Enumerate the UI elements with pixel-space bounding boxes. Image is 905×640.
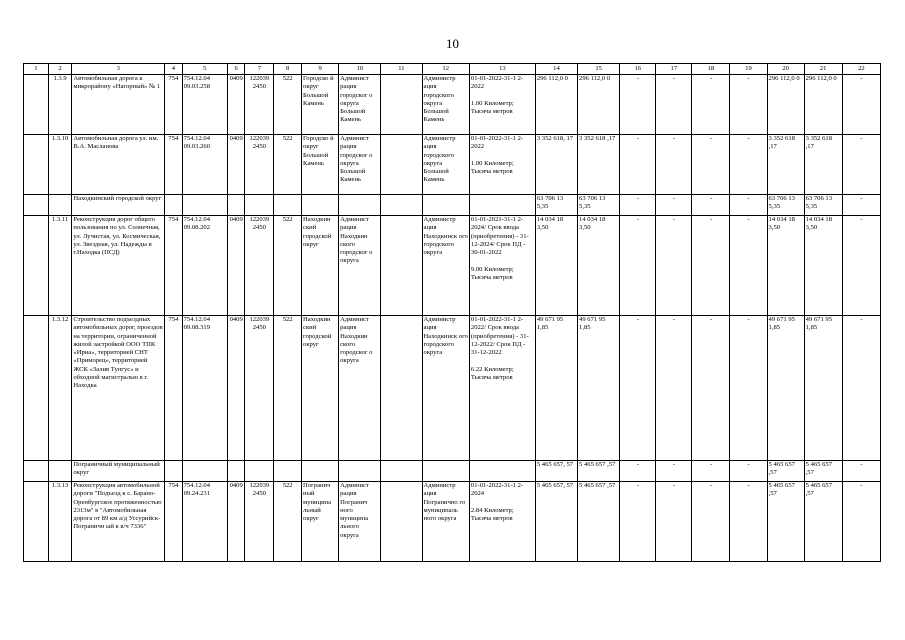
table-cell: - — [730, 216, 767, 316]
table-cell: 3 352 618, 17 — [535, 135, 577, 195]
table-cell: 754 — [165, 216, 183, 316]
header-cell: 2 — [48, 64, 72, 75]
table-cell — [24, 75, 49, 135]
table-cell — [182, 461, 227, 482]
table-cell — [24, 461, 49, 482]
table-cell: 5 465 657 ,57 — [767, 482, 804, 562]
header-cell: 11 — [381, 64, 422, 75]
table-cell — [381, 216, 422, 316]
table-cell: 1.3.11 — [48, 216, 72, 316]
table-cell — [381, 135, 422, 195]
table-cell: 5 465 657, 57 — [535, 461, 577, 482]
budget-table — [23, 63, 881, 562]
header-cell: 14 — [535, 64, 577, 75]
table-cell — [48, 461, 72, 482]
table-row — [24, 316, 881, 461]
table-cell: 754 — [165, 135, 183, 195]
table-cell: Администр ация Находкинск ого городского округа — [422, 316, 469, 461]
table-cell: 122039 2450 — [245, 316, 274, 461]
table-cell: - — [842, 216, 880, 316]
table-cell: 63 706 13 5,35 — [767, 195, 804, 216]
table-cell — [274, 461, 302, 482]
table-cell: 754.12.04 09.03.260 — [182, 135, 227, 195]
table-cell: - — [692, 482, 730, 562]
table-row — [24, 216, 881, 316]
table-cell: 754.12.04 09.24.231 — [182, 482, 227, 562]
table-cell: - — [620, 316, 656, 461]
table-cell: 49 671 95 1,85 — [578, 316, 620, 461]
table-cell — [24, 316, 49, 461]
table-cell: Админист рация городског о округа Большой Камень — [339, 75, 381, 135]
table-cell: 01-01-2021-31-1 2-2024/ Срок ввода (приобретения) - 31-12-2024/ Срок ПД - 30-01-2022 9.00 Километр; Тысяча метров — [469, 216, 535, 316]
header-cell: 13 — [469, 64, 535, 75]
table-cell: Реконструкция автомобильной дороги "Подъезд к с. Барано-Оренбургское протяженностью 2313м" в "Автомобильная дорога от 89 км а/д Уссурийск-Пограничн ый к в/ч 7336" — [72, 482, 165, 562]
header-cell: 3 — [72, 64, 165, 75]
header-cell: 4 — [165, 64, 183, 75]
table-cell: 0409 — [227, 75, 245, 135]
table-cell: Реконструкция дорог общего пользования по ул. Солнечная, ул. Лучистая, ул. Космическая, ул. Звездная, ул. Надежды в г.Находка (ПСД) — [72, 216, 165, 316]
header-cell: 18 — [692, 64, 730, 75]
header-cell: 6 — [227, 64, 245, 75]
table-cell: - — [692, 461, 730, 482]
header-cell: 8 — [274, 64, 302, 75]
table-cell — [469, 195, 535, 216]
table-row — [24, 195, 881, 216]
header-cell: 16 — [620, 64, 656, 75]
table-cell: - — [692, 195, 730, 216]
table-cell — [48, 195, 72, 216]
table-cell: 1.3.12 — [48, 316, 72, 461]
header-cell: 15 — [578, 64, 620, 75]
header-cell: 20 — [767, 64, 804, 75]
table-cell: 14 034 18 3,50 — [767, 216, 804, 316]
table-cell: 522 — [274, 75, 302, 135]
table-cell: Погранич ный муниципа льный округ — [302, 482, 339, 562]
table-cell — [302, 195, 339, 216]
table-cell: 3 352 618 ,17 — [578, 135, 620, 195]
table-cell: 296 112,0 0 — [535, 75, 577, 135]
table-cell: Находкин ский городской округ — [302, 316, 339, 461]
header-cell: 5 — [182, 64, 227, 75]
table-cell: - — [842, 316, 880, 461]
table-cell: 522 — [274, 482, 302, 562]
table-row — [24, 135, 881, 195]
table-cell: 49 671 95 1,85 — [535, 316, 577, 461]
table-cell: Автомобильная дорога к микрорайону «Нагорный» № 1 — [72, 75, 165, 135]
table-cell: - — [692, 216, 730, 316]
table-cell: Администр ация городского округа Большой Камень — [422, 75, 469, 135]
table-cell: 122039 2450 — [245, 75, 274, 135]
table-cell — [245, 195, 274, 216]
header-cell: 21 — [804, 64, 842, 75]
table-cell: 1.3.13 — [48, 482, 72, 562]
table-cell: 01-01-2022-31-1 2-2022 1.00 Километр; Тысяча метров — [469, 135, 535, 195]
table-cell — [165, 461, 183, 482]
table-cell: 63 706 13 5,35 — [578, 195, 620, 216]
table-cell: 0409 — [227, 316, 245, 461]
header-cell: 12 — [422, 64, 469, 75]
table-cell: - — [842, 482, 880, 562]
table-cell: 522 — [274, 135, 302, 195]
table-cell: 122039 2450 — [245, 216, 274, 316]
table-cell: 49 671 95 1,85 — [767, 316, 804, 461]
table-cell — [381, 461, 422, 482]
table-cell: 522 — [274, 316, 302, 461]
table-cell: Находкинский городской округ — [72, 195, 165, 216]
table-cell: 3 352 618 ,17 — [767, 135, 804, 195]
table-cell: 122039 2450 — [245, 482, 274, 562]
table-cell: - — [842, 135, 880, 195]
table-cell — [381, 316, 422, 461]
table-cell: 5 465 657 ,57 — [578, 461, 620, 482]
table-cell: - — [620, 75, 656, 135]
table-cell: - — [730, 135, 767, 195]
table-cell: 01-01-2022-31-1 2-2024 2.84 Километр; Тысяча метров — [469, 482, 535, 562]
table-cell — [381, 75, 422, 135]
table-cell: Автомобильная дорога ул. им. В.А. Масланова — [72, 135, 165, 195]
table-cell: 3 352 618 ,17 — [804, 135, 842, 195]
table-cell: - — [656, 216, 692, 316]
table-cell: - — [620, 216, 656, 316]
table-cell: 522 — [274, 216, 302, 316]
table-cell — [274, 195, 302, 216]
table-cell — [381, 482, 422, 562]
table-cell: - — [842, 75, 880, 135]
table-cell — [422, 195, 469, 216]
table-cell: - — [656, 75, 692, 135]
table-cell: 0409 — [227, 216, 245, 316]
header-row — [24, 64, 881, 75]
table-cell — [302, 461, 339, 482]
table-cell: 14 034 18 3,50 — [804, 216, 842, 316]
table-cell: Администр ация Погранично го муниципаль ного округа — [422, 482, 469, 562]
header-cell: 1 — [24, 64, 49, 75]
table-cell: Городско й округ Большой Камень — [302, 135, 339, 195]
table-cell: - — [842, 461, 880, 482]
table-cell: - — [692, 135, 730, 195]
table-cell: - — [730, 195, 767, 216]
table-cell: - — [730, 482, 767, 562]
table-cell: - — [730, 461, 767, 482]
table-cell: 754.12.04 09.03.258 — [182, 75, 227, 135]
table-cell — [227, 461, 245, 482]
table-cell: Админист рация Находкин ского городског о округа — [339, 216, 381, 316]
table-cell: 754 — [165, 316, 183, 461]
table-cell: 5 465 657 ,57 — [767, 461, 804, 482]
table-cell: - — [620, 482, 656, 562]
table-cell: - — [692, 316, 730, 461]
table-cell: Админист рация Погранич ного муниципа льного округа — [339, 482, 381, 562]
table-cell: - — [656, 316, 692, 461]
table-cell: 5 465 657, 57 — [535, 482, 577, 562]
table-cell: Городско й округ Большой Камень — [302, 75, 339, 135]
table-cell: - — [842, 195, 880, 216]
table-cell: 296 112,0 0 — [578, 75, 620, 135]
table-cell: - — [656, 461, 692, 482]
table-cell: - — [730, 316, 767, 461]
table-cell: Администр ация городского округа Большой Камень — [422, 135, 469, 195]
table-cell: 754.12.04 09.08.202 — [182, 216, 227, 316]
table-cell: 754 — [165, 482, 183, 562]
table-cell: 296 112,0 0 — [804, 75, 842, 135]
table-cell: 14 034 18 3,50 — [578, 216, 620, 316]
table-cell: 122039 2450 — [245, 135, 274, 195]
table-cell — [24, 482, 49, 562]
table-cell: 63 706 13 5,35 — [804, 195, 842, 216]
header-cell: 7 — [245, 64, 274, 75]
table-cell: 5 465 657 ,57 — [804, 482, 842, 562]
table-cell — [24, 195, 49, 216]
header-cell: 19 — [730, 64, 767, 75]
table-cell: 14 034 18 3,50 — [535, 216, 577, 316]
table-cell — [381, 195, 422, 216]
table-cell: - — [656, 195, 692, 216]
header-cell: 17 — [656, 64, 692, 75]
table-cell: 5 465 657 ,57 — [804, 461, 842, 482]
table-cell: 0409 — [227, 135, 245, 195]
table-cell — [245, 461, 274, 482]
table-cell — [165, 195, 183, 216]
table-cell: Находкин ский городской округ — [302, 216, 339, 316]
table-cell: 754 — [165, 75, 183, 135]
table-row — [24, 75, 881, 135]
table-cell: - — [620, 461, 656, 482]
table-cell: - — [692, 75, 730, 135]
table-cell — [469, 461, 535, 482]
table-row — [24, 461, 881, 482]
table-cell: 1.3.9 — [48, 75, 72, 135]
header-cell: 9 — [302, 64, 339, 75]
table-cell — [182, 195, 227, 216]
table-cell — [339, 195, 381, 216]
table-cell: - — [620, 195, 656, 216]
header-cell: 22 — [842, 64, 880, 75]
table-cell — [24, 216, 49, 316]
table-cell — [24, 135, 49, 195]
table-cell: 49 671 95 1,85 — [804, 316, 842, 461]
table-cell — [227, 195, 245, 216]
table-cell: Админист рация Находкин ского городског о округа — [339, 316, 381, 461]
page-number: 10 — [446, 36, 459, 51]
table-row — [24, 482, 881, 562]
table-cell: 5 465 657 ,57 — [578, 482, 620, 562]
table-cell: Пограничный муниципальный округ — [72, 461, 165, 482]
table-cell: 0409 — [227, 482, 245, 562]
table-cell: 754.12.04 09.08.319 — [182, 316, 227, 461]
table-cell: - — [620, 135, 656, 195]
table-cell — [339, 461, 381, 482]
table-cell: - — [656, 135, 692, 195]
table-cell: Администр ация Находкинск ого городского округа — [422, 216, 469, 316]
table-cell: Админист рация городског о округа Большой Камень — [339, 135, 381, 195]
table-cell: 296 112,0 0 — [767, 75, 804, 135]
header-cell: 10 — [339, 64, 381, 75]
table-cell: Строительство подъездных автомобильных дорог, проездов на территории, ограниченной жилой застройкой ООО ТПК «Ирна», территорией СНТ «Приморец», территорией ЖСК «Залив Тунгус» и обходной магистралью в г. Находка — [72, 316, 165, 461]
table-cell: - — [656, 482, 692, 562]
table-cell: - — [730, 75, 767, 135]
table-cell: 01-01-2022-31-1 2-2022/ Срок ввода (приобретения) - 31-12-2022/ Срок ПД - 31-12-2022 6.22 Километр; Тысяча метров — [469, 316, 535, 461]
table-cell: 01-01-2022-31-1 2-2022 1.00 Километр; Тысяча метров — [469, 75, 535, 135]
table-cell — [422, 461, 469, 482]
table-cell: 1.3.10 — [48, 135, 72, 195]
table-cell: 63 706 13 5,35 — [535, 195, 577, 216]
